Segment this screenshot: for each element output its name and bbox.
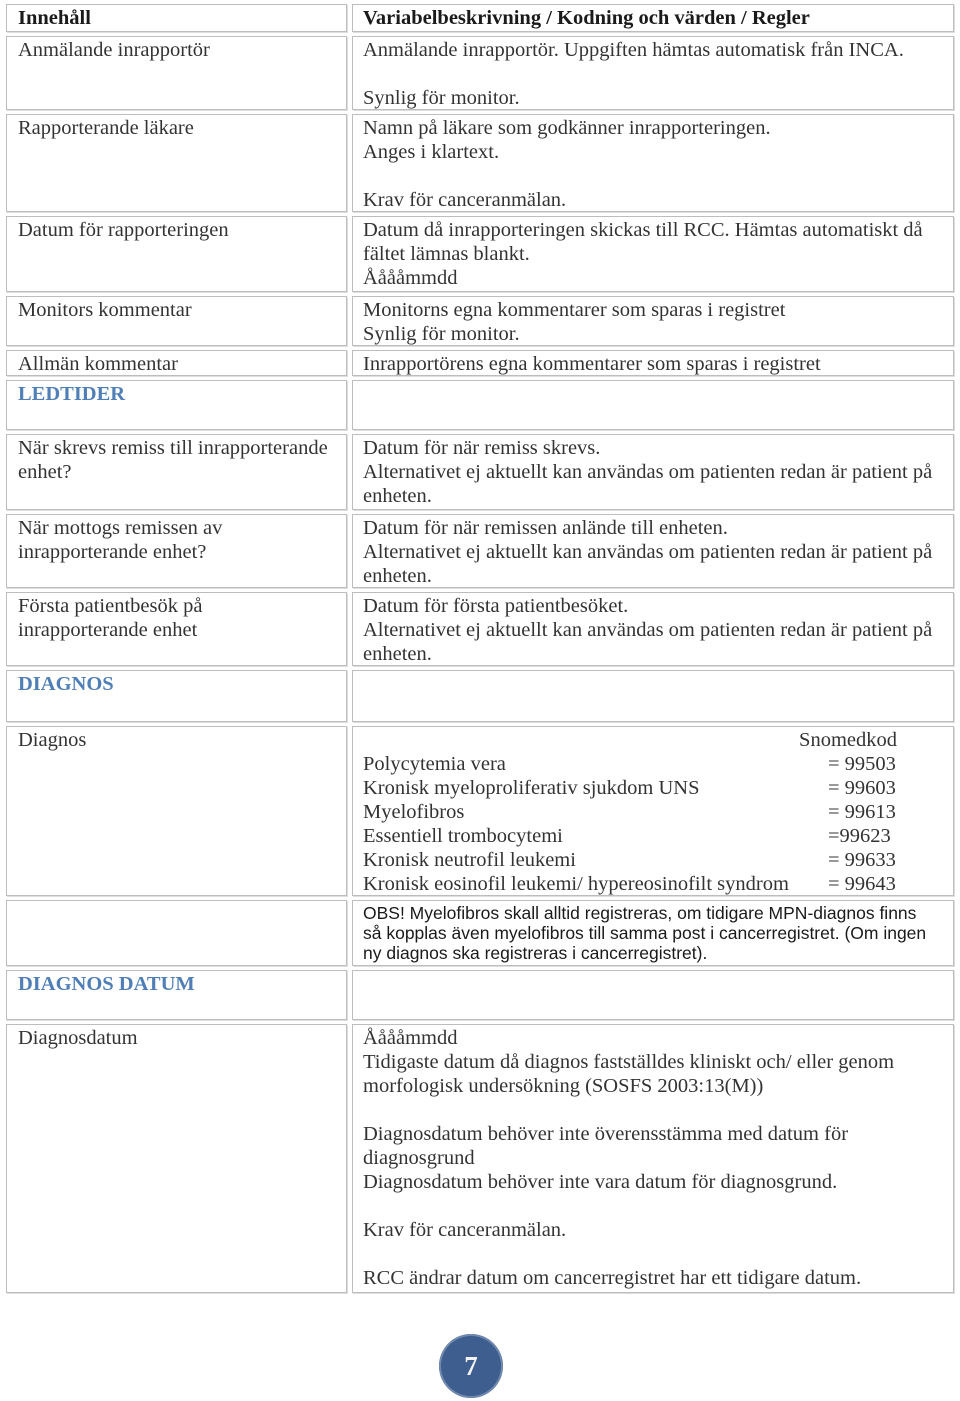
description-line: Synlig för monitor.: [363, 87, 520, 109]
label-line: Diagnosdatum: [18, 1027, 138, 1049]
snomed-code-row: [363, 872, 897, 896]
description-line: Krav för canceranmälan.: [363, 1219, 567, 1241]
label-line: Monitors kommentar: [18, 299, 192, 321]
table-row: [0, 1024, 960, 1293]
description-line: enheten.: [363, 643, 432, 665]
table-row: [0, 36, 960, 110]
section-row: [0, 380, 960, 430]
description-cell: [352, 726, 954, 896]
column-header-description: Variabelbeskrivning / Kodning och värden / Regler: [352, 4, 954, 32]
section-row: [0, 670, 960, 722]
description-line: Tidigaste datum då diagnos fastställdes kliniskt och/ eller genom: [363, 1051, 895, 1073]
snomed-code: = 99613: [828, 801, 896, 823]
obs-note: [352, 900, 954, 966]
description-cell-empty: [352, 380, 954, 430]
description-line: Synlig för monitor.: [363, 323, 520, 345]
page-number-badge: [439, 1334, 503, 1398]
description-line: Datum för första patientbesöket.: [363, 595, 629, 617]
snomed-code-row: [363, 848, 897, 872]
description-line: Datum då inrapporteringen skickas till RCC. Hämtas automatiskt då: [363, 219, 923, 241]
snomed-code-row: [363, 776, 897, 800]
obs-note-line: ny diagnos ska registreras i cancerregistret).: [363, 943, 708, 963]
description-line: Krav för canceranmälan.: [363, 189, 567, 211]
snomed-code-row: [363, 800, 897, 824]
section-heading-ledtider: [6, 380, 347, 430]
label-line: Första patientbesök på: [18, 595, 203, 617]
label-line: Datum för rapporteringen: [18, 219, 229, 241]
description-line: diagnosgrund: [363, 1147, 475, 1169]
description-cell: [352, 434, 954, 510]
description-line: Inrapportörens egna kommentarer som sparas i registret: [363, 353, 821, 375]
description-line: Diagnosdatum behöver inte vara datum för diagnosgrund.: [363, 1171, 838, 1193]
table-row: [0, 216, 960, 292]
label-line: När mottogs remissen av: [18, 517, 223, 539]
date-format-line: Ååååmmdd: [363, 267, 458, 289]
description-line: Anmälande inrapportör. Uppgiften hämtas automatisk från INCA.: [363, 39, 904, 61]
label-cell: [6, 726, 347, 896]
table-row: [0, 514, 960, 588]
diagnosis-name: Kronisk neutrofil leukemi: [363, 849, 576, 871]
description-line: morfologisk undersökning (SOSFS 2003:13(M)): [363, 1075, 764, 1097]
description-cell: [352, 350, 954, 376]
label-cell: [6, 350, 347, 376]
snomed-code-row: [363, 752, 897, 776]
diagnosis-name: Myelofibros: [363, 801, 465, 823]
table-row: [0, 434, 960, 510]
table-row: [0, 114, 960, 212]
label-line: Allmän kommentar: [18, 353, 178, 375]
description-line: Alternativet ej aktuellt kan användas om patienten redan är patient på: [363, 541, 933, 563]
table-row: [0, 900, 960, 966]
description-cell: [352, 114, 954, 212]
description-line: Alternativet ej aktuellt kan användas om patienten redan är patient på: [363, 461, 933, 483]
description-line: enheten.: [363, 565, 432, 587]
label-cell: [6, 1024, 347, 1293]
description-line: Namn på läkare som godkänner inrapporteringen.: [363, 117, 771, 139]
label-line: inrapporterande enhet: [18, 619, 198, 641]
label-cell-empty: [6, 900, 347, 966]
table-row: [0, 726, 960, 896]
section-heading-text: LEDTIDER: [18, 383, 126, 405]
description-line: RCC ändrar datum om cancerregistret har ett tidigare datum.: [363, 1267, 862, 1289]
label-line: Anmälande inrapportör: [18, 39, 210, 61]
diagnosis-name: Polycytemia vera: [363, 753, 506, 775]
snomed-code: = 99633: [828, 849, 896, 871]
section-heading-diagnos: [6, 670, 347, 722]
snomed-code-row: [363, 824, 897, 848]
table-row: [0, 350, 960, 376]
table-row: [0, 592, 960, 666]
label-line: Rapporterande läkare: [18, 117, 194, 139]
obs-note-line: OBS! Myelofibros skall alltid registreras, om tidigare MPN-diagnos finns: [363, 903, 917, 923]
section-heading-diagnos-datum: [6, 970, 347, 1020]
label-cell: [6, 592, 347, 666]
description-cell: [352, 216, 954, 292]
obs-note-line: så kopplas även myelofibros till samma post i cancerregistret. (Om ingen: [363, 923, 927, 943]
description-line: Anges i klartext.: [363, 141, 500, 163]
snomed-code: = 99603: [828, 777, 896, 799]
snomed-code: =99623: [828, 825, 891, 847]
description-line: fältet lämnas blankt.: [363, 243, 530, 265]
section-heading-text: DIAGNOS: [18, 673, 114, 695]
table-header-row: [0, 4, 960, 32]
label-cell: [6, 296, 347, 346]
description-cell: [352, 514, 954, 588]
description-line: Monitorns egna kommentarer som sparas i registret: [363, 299, 786, 321]
snomed-code: = 99503: [828, 753, 896, 775]
description-cell: [352, 36, 954, 110]
description-cell-empty: [352, 970, 954, 1020]
date-format-line: Ååååmmdd: [363, 1027, 458, 1049]
table-row: [0, 296, 960, 346]
snomed-header: Snomedkod: [799, 729, 897, 751]
section-row: [0, 970, 960, 1020]
description-cell: [352, 1024, 954, 1293]
description-cell-empty: [352, 670, 954, 722]
label-cell: [6, 36, 347, 110]
label-cell: [6, 114, 347, 212]
description-line: Datum för när remissen anlände till enheten.: [363, 517, 728, 539]
page-number: 7: [464, 1351, 478, 1381]
description-cell: [352, 592, 954, 666]
diagnosis-name: Kronisk myeloproliferativ sjukdom UNS: [363, 777, 700, 799]
label-cell: [6, 514, 347, 588]
section-heading-text: DIAGNOS DATUM: [18, 973, 195, 995]
label-line: enhet?: [18, 461, 72, 483]
label-line: inrapporterande enhet?: [18, 541, 207, 563]
label-cell: [6, 434, 347, 510]
description-line: enheten.: [363, 485, 432, 507]
column-header-content: Innehåll: [6, 4, 347, 32]
description-line: Alternativet ej aktuellt kan användas om patienten redan är patient på: [363, 619, 933, 641]
label-line: När skrevs remiss till inrapporterande: [18, 437, 328, 459]
description-line: Datum för när remiss skrevs.: [363, 437, 601, 459]
label-line: Diagnos: [18, 729, 87, 751]
snomed-code-list: [363, 728, 897, 896]
description-cell: [352, 296, 954, 346]
diagnosis-name: Essentiell trombocytemi: [363, 825, 563, 847]
description-line: Diagnosdatum behöver inte överensstämma med datum för: [363, 1123, 849, 1145]
label-cell: [6, 216, 347, 292]
diagnosis-name: Kronisk eosinofil leukemi/ hypereosinofilt syndrom: [363, 873, 789, 895]
snomed-code: = 99643: [828, 873, 896, 895]
